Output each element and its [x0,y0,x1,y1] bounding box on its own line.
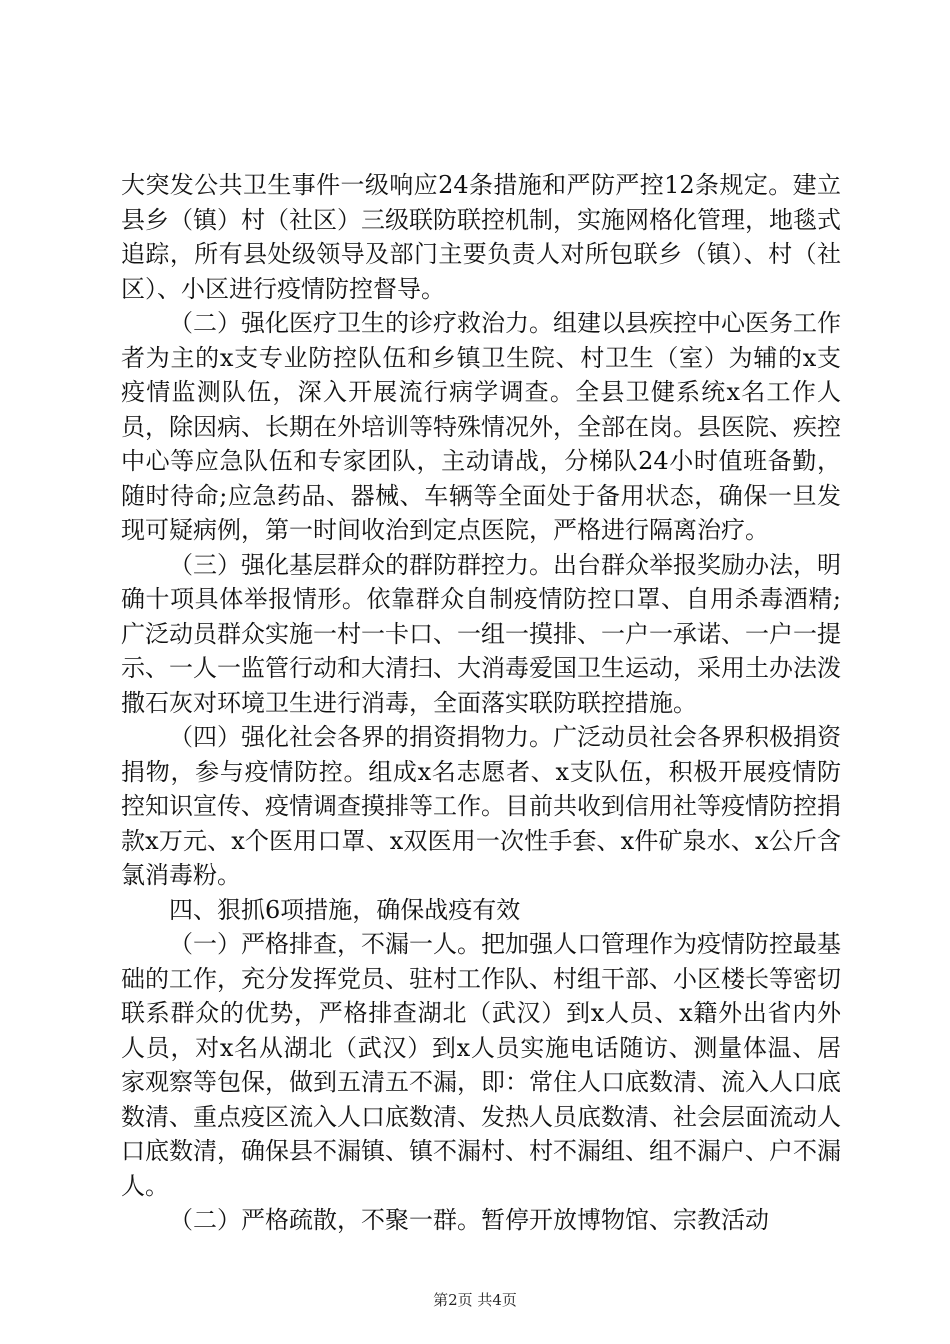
page-number-footer: 第2页 共4页 [433,1291,517,1309]
paragraph-medical-treatment: （二）强化医疗卫生的诊疗救治力。组建以县疾控中心医务工作者为主的x支专业防控队伍和乡镇卫生院、村卫生（室）为辅的x支疫情监测队伍，深入开展流行病学调查。全县卫健系统x名工作人员，除因病、长期在外培训等特殊情况外，全部在岗。县医院、疾控中心等应急队伍和专家团队，主动请战，分梯队24小时值班备勤，随时待命;应急药品、器械、车辆等全面处于备用状态，确保一旦发现可疑病例，第一时间收治到定点医院，严格进行隔离治疗。 [121,309,841,544]
document-body [121,168,841,1238]
paragraph-strict-dispersal: （二）严格疏散，不聚一群。暂停开放博物馆、宗教活动 [169,1206,769,1234]
paragraph-social-donations: （四）强化社会各界的捐资捐物力。广泛动员社会各界积极捐资捐物，参与疫情防控。组成x名志愿者、x支队伍，积极开展疫情防控知识宣传、疫情调查摸排等工作。目前共收到信用社等疫情防控捐款x万元、x个医用口罩、x双医用一次性手套、x件矿泉水、x公斤含氯消毒粉。 [121,723,841,889]
paragraph-continuation: 大突发公共卫生事件一级响应24条措施和严防严控12条规定。建立县乡（镇）村（社区）三级联防联控机制，实施网格化管理，地毯式追踪，所有县处级领导及部门主要负责人对所包联乡（镇）、村（社区）、小区进行疫情防控督导。 [121,171,841,303]
paragraph-strict-screening: （一）严格排查，不漏一人。把加强人口管理作为疫情防控最基础的工作，充分发挥党员、驻村工作队、村组干部、小区楼长等密切联系群众的优势，严格排查湖北（武汉）到x人员、x籍外出省内外人员，对x名从湖北（武汉）到x人员实施电话随访、测量体温、居家观察等包保，做到五清五不漏，即：常住人口底数清、流入人口底数清、重点疫区流入人口底数清、发热人员底数清、社会层面流动人口底数清，确保县不漏镇、镇不漏村、村不漏组、组不漏户、户不漏人。 [121,930,841,1200]
section-heading-six-measures: 四、狠抓6项措施，确保战疫有效 [169,895,521,924]
paragraph-grassroots-prevention: （三）强化基层群众的群防群控力。出台群众举报奖励办法，明确十项具体举报情形。依靠群众自制疫情防控口罩、自用杀毒酒精;广泛动员群众实施一村一卡口、一组一摸排、一户一承诺、一户一提示、一人一监管行动和大清扫、大消毒爱国卫生运动，采用土办法泼撒石灰对环境卫生进行消毒，全面落实联防联控措施。 [121,550,841,717]
